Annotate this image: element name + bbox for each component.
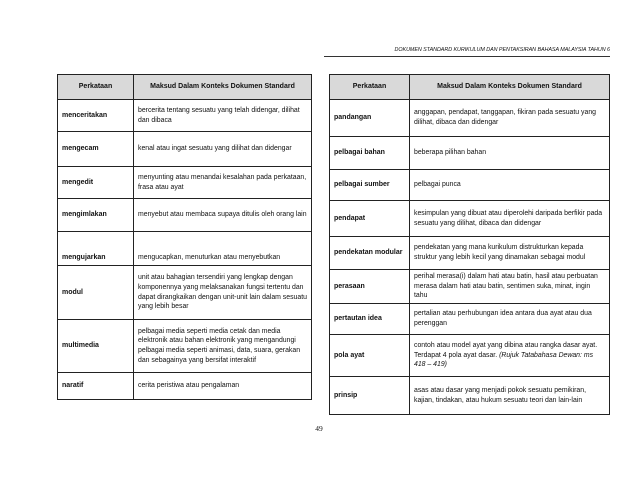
table-row xyxy=(58,320,312,373)
term-cell: pola ayat xyxy=(330,335,410,377)
term-cell: mengedit xyxy=(58,167,134,199)
reference-note: (Rujuk Tatabahasa Dewan: ms 418 – 419) xyxy=(414,351,594,369)
meaning-cell: perihal merasa(i) dalam hati atau batin, hasil atau perbuatan merasa dalam hati atau batin, sentimen suka, minat, ingin tahu xyxy=(410,270,610,304)
term-cell: naratif xyxy=(58,373,134,400)
meaning-text: contoh atau model ayat yang dibina atau rangka dasar ayat. Terdapat 4 pola ayat dasar. xyxy=(414,342,598,359)
meaning-cell: kenal atau ingat sesuatu yang dilihat dan didengar xyxy=(134,132,312,167)
term-cell: multimedia xyxy=(58,320,134,373)
table-row xyxy=(330,270,610,304)
table-row xyxy=(58,167,312,199)
term-cell: mengujarkan xyxy=(58,232,134,266)
meaning-cell: asas atau dasar yang menjadi pokok sesuatu pemikiran, kajian, tindakan, atau hukum sesuatu teori dan lain-lain xyxy=(410,377,610,415)
term-cell: mengecam xyxy=(58,132,134,167)
table-row xyxy=(58,266,312,320)
meaning-cell: unit atau bahagian tersendiri yang lengkap dengan komponennya yang melaksanakan fungsi tertentu dan dapat dirangkaikan dengan unit-unit lain dalam sesuatu yang lebih besar xyxy=(134,266,312,320)
term-column-header: Perkataan xyxy=(58,75,134,100)
page-number: 49 xyxy=(315,424,323,433)
term-cell: menceritakan xyxy=(58,100,134,132)
table-row xyxy=(58,199,312,232)
table-row xyxy=(330,201,610,237)
document-header: DOKUMEN STANDARD KURIKULUM DAN PENTAKSIRAN BAHASA MALAYSIA TAHUN 6 xyxy=(394,47,610,53)
meaning-cell: pendekatan yang mana kurikulum distrukturkan kepada struktur yang lebih kecil yang dinamakan sebagai modul xyxy=(410,237,610,270)
meaning-column-header: Maksud Dalam Konteks Dokumen Standard xyxy=(134,75,312,100)
term-cell: perasaan xyxy=(330,270,410,304)
term-cell: pelbagai sumber xyxy=(330,170,410,201)
meaning-cell: mengucapkan, menuturkan atau menyebutkan xyxy=(134,232,312,266)
meaning-cell: kesimpulan yang dibuat atau diperolehi daripada berfikir pada sesuatu yang dilihat, dibaca dan didengar xyxy=(410,201,610,237)
meaning-cell: menyebut atau membaca supaya ditulis oleh orang lain xyxy=(134,199,312,232)
meaning-cell: pertalian atau perhubungan idea antara dua ayat atau dua perenggan xyxy=(410,304,610,335)
table-row xyxy=(58,232,312,266)
table-row xyxy=(330,137,610,170)
table-row xyxy=(58,373,312,400)
meaning-cell: beberapa pilihan bahan xyxy=(410,137,610,170)
term-cell: mengimlakan xyxy=(58,199,134,232)
table-row xyxy=(58,132,312,167)
table-row xyxy=(330,100,610,137)
table-row xyxy=(330,237,610,270)
term-cell: modul xyxy=(58,266,134,320)
header-rule xyxy=(324,56,610,57)
meaning-cell: cerita peristiwa atau pengalaman xyxy=(134,373,312,400)
term-cell: pandangan xyxy=(330,100,410,137)
glossary-table-left xyxy=(57,74,312,400)
meaning-cell xyxy=(410,335,610,377)
term-cell: pendekatan modular xyxy=(330,237,410,270)
table-header-row xyxy=(58,75,312,100)
term-cell: pendapat xyxy=(330,201,410,237)
table-row xyxy=(58,100,312,132)
glossary-table-right xyxy=(329,74,610,415)
meaning-cell: bercerita tentang sesuatu yang telah didengar, dilihat dan dibaca xyxy=(134,100,312,132)
meaning-cell: pelbagai media seperti media cetak dan media elektronik atau bahan elektronik yang mengandungi pelbagai media seperti animasi, data, suara, gerakan dan sebagainya yang bersifat interaktif xyxy=(134,320,312,373)
table-row xyxy=(330,304,610,335)
table-header-row xyxy=(330,75,610,100)
table-row xyxy=(330,170,610,201)
term-column-header: Perkataan xyxy=(330,75,410,100)
term-cell: prinsip xyxy=(330,377,410,415)
table-row xyxy=(330,377,610,415)
meaning-column-header: Maksud Dalam Konteks Dokumen Standard xyxy=(410,75,610,100)
term-cell: pertautan idea xyxy=(330,304,410,335)
meaning-cell: menyunting atau menandai kesalahan pada perkataan, frasa atau ayat xyxy=(134,167,312,199)
meaning-cell: anggapan, pendapat, tanggapan, fikiran pada sesuatu yang dilihat, dibaca dan didengar xyxy=(410,100,610,137)
term-cell: pelbagai bahan xyxy=(330,137,410,170)
table-row xyxy=(330,335,610,377)
meaning-cell: pelbagai punca xyxy=(410,170,610,201)
